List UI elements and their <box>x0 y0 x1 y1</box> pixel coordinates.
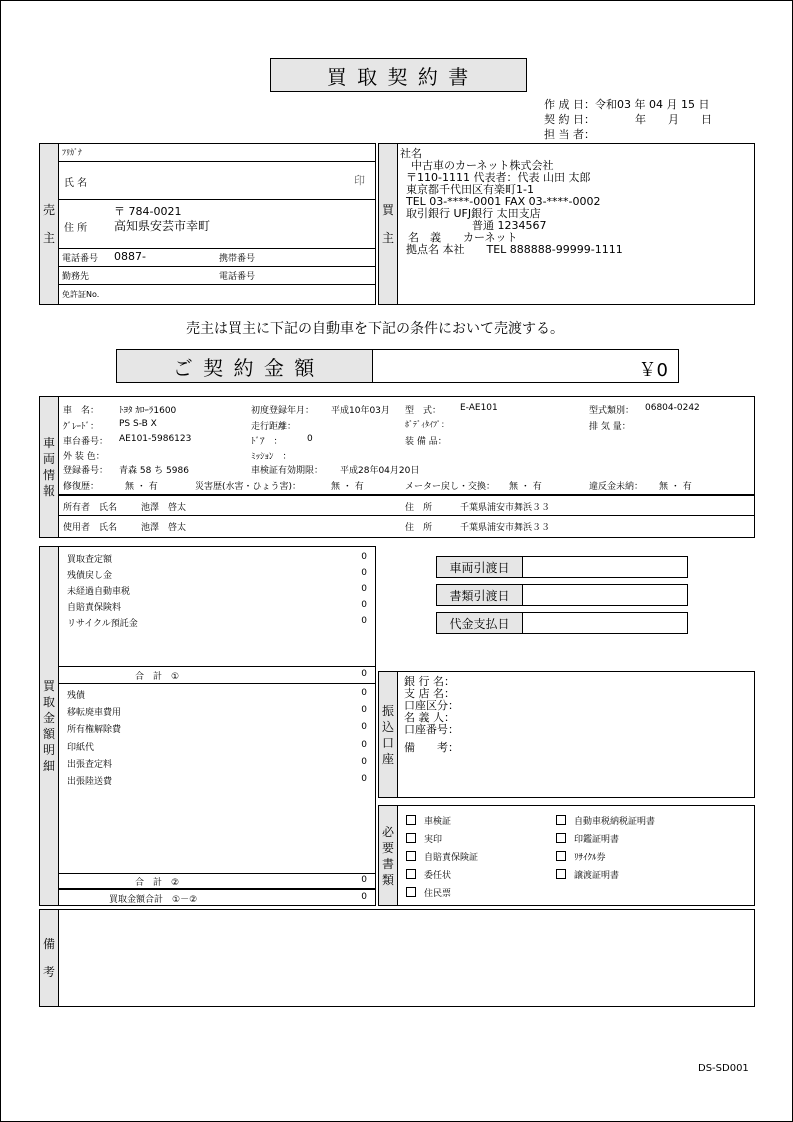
doors-label: ﾄﾞｱ ： <box>251 437 283 447</box>
checkbox-icon[interactable] <box>556 833 566 843</box>
total-label: 買取金額合計 ①－② <box>109 895 198 905</box>
purchase-item-label: 残債 <box>67 691 86 701</box>
type-class-label: 型式類別： <box>589 406 635 416</box>
seller-postal: 〒 784-0021 <box>114 205 182 218</box>
seller-address: 高知県安芸市幸町 <box>114 219 211 233</box>
seller-work-phone-label: 電話番号 <box>219 272 256 282</box>
buyer-lines <box>400 148 623 256</box>
bank-box <box>397 671 755 798</box>
document-checkbox-item[interactable]: 車検証 <box>406 813 478 831</box>
purchase-item-value: 0 <box>361 600 367 610</box>
document-checkbox-item[interactable]: 自動車税納税証明書 <box>556 813 655 831</box>
user-addr-label: 住 所 <box>405 523 433 533</box>
amount-value: ￥0 <box>638 360 668 381</box>
type-class: 06804-0242 <box>645 403 700 413</box>
remarks-box[interactable] <box>58 909 755 1007</box>
checkbox-icon[interactable] <box>556 815 566 825</box>
document-checkbox-item[interactable]: 譲渡証明書 <box>556 867 655 885</box>
purchase-item-label: 印紙代 <box>67 743 95 753</box>
user-addr: 千葉県浦安市舞浜３３ <box>460 523 551 533</box>
meter-label: メーター戻し・交換： <box>405 482 496 492</box>
staff <box>544 126 595 142</box>
subtotal2-value: 0 <box>361 875 367 885</box>
mission-label: ﾐｯｼｮﾝ ： <box>251 452 292 462</box>
buyer-line: 社名 <box>400 147 422 160</box>
buyer-line: 名 義 カーネット <box>408 231 518 244</box>
grade-label: ｸﾞﾚｰﾄﾞ： <box>63 422 100 432</box>
bank-name-label: 銀 行 名： <box>404 675 455 688</box>
buyer-line: 中古車のカーネット株式会社 <box>400 159 554 172</box>
document-checkbox-item[interactable]: 印鑑証明書 <box>556 831 655 849</box>
purchase-item-value: 0 <box>361 740 367 750</box>
contract-statement: 売主は買主に下記の自動車を下記の条件において売渡する。 <box>186 321 564 337</box>
remarks-side-label: 備 考 <box>39 909 59 1007</box>
checkbox-icon[interactable] <box>406 851 416 861</box>
model-label: 型 式： <box>405 406 442 416</box>
created-value: 令和03 年 04 月 15 日 <box>595 98 710 111</box>
purchase-item-value: 0 <box>361 568 367 578</box>
purchase-item-label: 出張査定料 <box>67 760 113 770</box>
fine-value: 無 ・ 有 <box>659 482 692 492</box>
buyer-line: 拠点名 本社 TEL 888888-99999-1111 <box>406 243 623 256</box>
seller-phone: 0887- <box>114 250 146 263</box>
document-checkbox-item[interactable]: 住民票 <box>406 885 478 903</box>
buyer-line: 東京都千代田区有楽町1-1 <box>406 183 534 196</box>
seller-side-label: 売 主 <box>39 143 59 305</box>
subtotal2-label: 合 計 ② <box>135 878 180 888</box>
inspection-label: 車検証有効期限： <box>251 466 324 476</box>
staff-label: 担 当 者： <box>544 128 595 141</box>
first-reg: 平成10年03月 <box>331 406 390 416</box>
user-name: 池澤 啓太 <box>141 523 187 533</box>
purchase-item-label: 買取査定額 <box>67 555 113 565</box>
seller-work-label: 勤務先 <box>62 272 90 282</box>
created-label: 作 成 日： <box>544 98 595 111</box>
owner-label: 所有者 氏名 <box>63 503 118 513</box>
subtotal1-label: 合 計 ① <box>135 672 180 682</box>
documents-delivery-label: 書類引渡日 <box>436 584 523 606</box>
inspection: 平成28年04月20日 <box>340 466 420 476</box>
payment-date-label: 代金支払日 <box>436 612 523 634</box>
owner-addr-label: 住 所 <box>405 503 433 513</box>
seller-mobile-label: 携帯番号 <box>219 254 256 264</box>
form-code: DS-SD001 <box>698 1063 749 1074</box>
contract-label: 契 約 日： <box>544 113 595 126</box>
amount-label: ご 契 約 金 額 <box>172 355 317 380</box>
documents-box <box>397 805 755 906</box>
buyer-side-label: 買 主 <box>378 143 398 305</box>
purchase-side-label: 買 取 金 額 明 細 <box>39 546 59 906</box>
owner-addr: 千葉県浦安市舞浜３３ <box>460 503 551 513</box>
subtotal1-value: 0 <box>361 669 367 679</box>
title-text: 買 取 契 約 書 <box>326 64 471 89</box>
seal-mark: 印 <box>354 174 365 187</box>
user-label: 使用者 氏名 <box>63 523 118 533</box>
document-title <box>270 58 527 92</box>
checkbox-icon[interactable] <box>406 833 416 843</box>
purchase-item-label: 自賠責保険料 <box>67 603 122 613</box>
seller-address-label: 住 所 <box>64 223 88 234</box>
document-checkbox-item[interactable]: ﾘｻｲｸﾙ券 <box>556 849 655 867</box>
document-checkbox-item[interactable]: 実印 <box>406 831 478 849</box>
total-value: 0 <box>361 892 367 902</box>
first-reg-label: 初度登録年月： <box>251 406 315 416</box>
bank-notes-label: 備 考： <box>404 741 459 754</box>
amount-label-box <box>116 349 373 383</box>
disaster-value: 無 ・ 有 <box>331 482 364 492</box>
checkbox-icon[interactable] <box>556 851 566 861</box>
purchase-item-label: 残債戻し金 <box>67 571 113 581</box>
checkbox-icon[interactable] <box>406 887 416 897</box>
vehicle-delivery-label: 車両引渡日 <box>436 556 523 578</box>
document-checkbox-item[interactable]: 自賠責保険証 <box>406 849 478 867</box>
chassis: AE101-5986123 <box>119 434 192 444</box>
model: E-AE101 <box>460 403 498 413</box>
buyer-line: 〒110-1111 代表者：代表 山田 太郎 <box>406 171 591 184</box>
purchase-item-value: 0 <box>361 774 367 784</box>
fine-label: 違反金未納： <box>589 482 644 492</box>
checkbox-icon[interactable] <box>556 869 566 879</box>
purchase-box <box>58 546 376 906</box>
purchase-item-value: 0 <box>361 757 367 767</box>
holder-label: 名 義 人： <box>404 711 455 724</box>
car-name: ﾄﾖﾀ ｶﾛｰﾗ1600 <box>119 406 177 416</box>
body-type-label: ﾎﾞﾃﾞｨﾀｲﾌﾟ： <box>405 420 449 429</box>
reg-no-label: 登録番号： <box>63 466 109 476</box>
car-name-label: 車 名： <box>63 406 100 416</box>
furigana-label: ﾌﾘｶﾞﾅ <box>62 148 82 157</box>
created-date <box>544 96 709 112</box>
contract-value: 年 月 日 <box>635 113 712 126</box>
purchase-item-value: 0 <box>361 688 367 698</box>
seller-license-label: 免許証No. <box>62 290 100 299</box>
purchase-item-value: 0 <box>361 616 367 626</box>
purchase-item-label: リサイクル預託金 <box>67 619 138 629</box>
checkbox-icon[interactable] <box>406 815 416 825</box>
purchase-item-label: 未経過自動車税 <box>67 587 131 597</box>
vehicle-delivery-field[interactable] <box>522 556 688 578</box>
vehicle-side-label: 車 両 情 報 <box>39 396 59 538</box>
purchase-item-label: 所有権解除費 <box>67 725 122 735</box>
seller-phone-label: 電話番号 <box>62 254 99 264</box>
documents-delivery-field[interactable] <box>522 584 688 606</box>
buyer-box <box>397 143 755 305</box>
purchase-item-value: 0 <box>361 584 367 594</box>
payment-date-field[interactable] <box>522 612 688 634</box>
purchase-item-label: 移転廃車費用 <box>67 708 122 718</box>
disaster-label: 災害歴(水害・ひょう害)： <box>195 482 302 492</box>
doors: 0 <box>307 434 313 444</box>
contract-date <box>544 111 712 127</box>
displacement-label: 排 気 量： <box>589 422 631 432</box>
checkbox-icon[interactable] <box>406 869 416 879</box>
reg-no: 青森 58 ち 5986 <box>119 466 189 476</box>
repair-label: 修復歴： <box>63 482 100 492</box>
mileage-label: 走行距離： <box>251 422 297 432</box>
bank-side-label: 振 込 口 座 <box>378 671 398 798</box>
seller-name-label: 氏 名 <box>64 178 88 189</box>
grade: PS S-B X <box>119 419 157 429</box>
purchase-item-value: 0 <box>361 552 367 562</box>
owner-name: 池澤 啓太 <box>141 503 187 513</box>
repair-value: 無 ・ 有 <box>125 482 158 492</box>
documents-side-label: 必 要 書 類 <box>378 805 398 906</box>
account-type-label: 口座区分： <box>404 699 459 712</box>
vehicle-box <box>58 396 755 538</box>
seller-box <box>58 143 376 305</box>
equipment-label: 装 備 品： <box>405 437 447 447</box>
purchase-item-label: 出張陸送費 <box>67 777 113 787</box>
purchase-item-value: 0 <box>361 705 367 715</box>
buyer-line: 普通 1234567 <box>406 219 547 232</box>
exterior-label: 外 装 色： <box>63 452 105 462</box>
amount-value-box <box>372 349 679 383</box>
purchase-item-value: 0 <box>361 722 367 732</box>
meter-value: 無 ・ 有 <box>509 482 542 492</box>
buyer-line: 取引銀行 UFJ銀行 太田支店 <box>406 207 541 220</box>
buyer-line: TEL 03-****-0001 FAX 03-****-0002 <box>406 195 601 208</box>
chassis-label: 車台番号： <box>63 437 109 447</box>
branch-label: 支 店 名： <box>404 687 455 700</box>
account-no-label: 口座番号： <box>404 723 459 736</box>
document-checkbox-item[interactable]: 委任状 <box>406 867 478 885</box>
